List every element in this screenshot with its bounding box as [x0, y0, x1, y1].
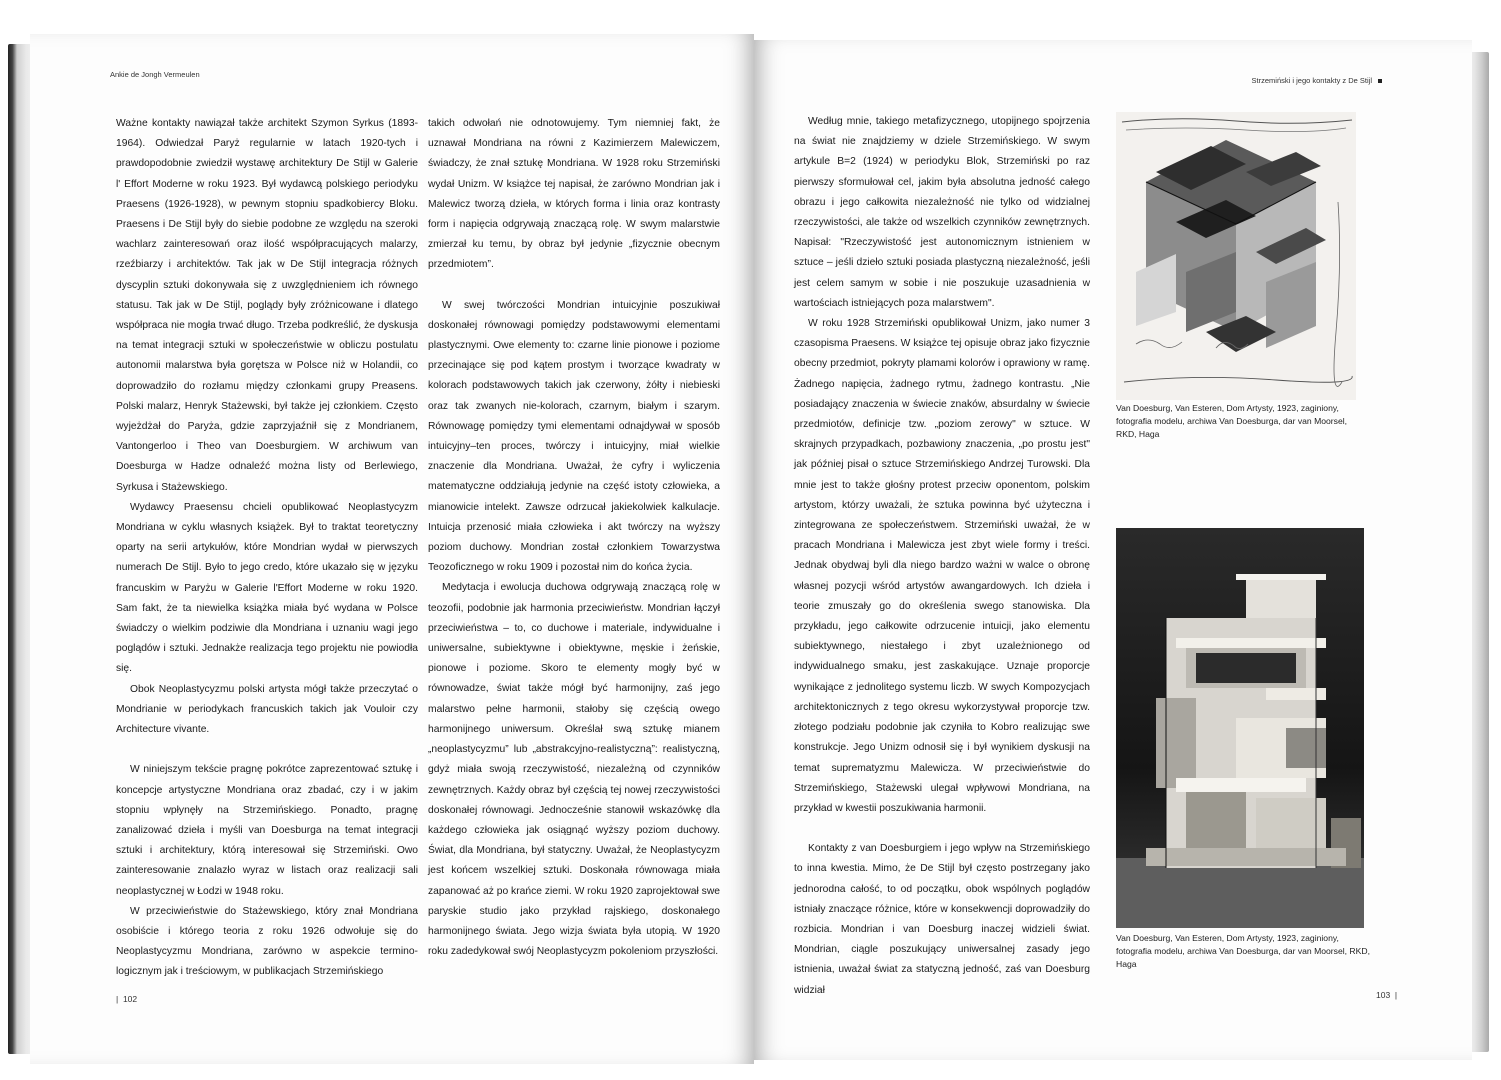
paragraph: Kontakty z van Doesburgiem i jego wpływ na Strzemińskiego to inna kwestia. Mimo, że De Stijl był często postrzegany jako jednorodna całość, to od początku, obok wspólnych poglądów istniały znaczące różnice, które w konsekwencji doprowadziły do rozbicia. Mondrian i van Doesburg inaczej widzieli świat. Mondrian, ciągle poszukujący uniwersalnej zasady jego istnienia, uważał świat za statyczną jedność, zaś van Doesburg widział [794, 843, 1090, 996]
right-column [794, 112, 1090, 1001]
right-page [754, 40, 1472, 1060]
left-column-2 [428, 114, 720, 962]
paragraph: Według mnie, takiego metafizycznego, utopijnego spojrzenia na świat nie znajdziemy w dziele Strzemińskiego. W swym artykule B=2 (1924) w periodyku Blok, Strzemiński po raz pierwszy sformułował cel, jakim była absolutna jedność całego obrazu i jego całkowita niezależność nie tylko od widzialnej rzeczywistości, ale także od wszelkich czynników zewnętrznych. Napisał: "Rzeczywistość jest autonomicznym istnieniem w sztuce – jeśli dzieło sztuki posiada plastyczną niezależność, jeśli jest celem samym w sobie i nie poszukuje uzasadnienia w wartościach istniejących poza malarstwem". [794, 116, 1090, 309]
page-number-right: 103 | [1376, 990, 1398, 1000]
running-head-text: Strzemiński i jego kontakty z De Stijl [1251, 76, 1372, 85]
paragraph: Ważne kontakty nawiązał także architekt Szymon Syrkus (1893-1964). Odwiedzał Paryż regularnie w latach 1920-tych i prawdopodobnie zwiedził wystawę architektury De Stijl w Galerie l' Effort Moderne w roku 1923. Był wydawcą polskiego periodyku Praesens (1926-1928), w pewnym stopniu spadkobiercy Bloku. Praesens i De Stijl były do siebie podobne ze względu na szeroki wachlarz zainteresowań oraz ilość współpracujących malarzy, rzeźbiarzy i architektów. Tak jak w De Stijl integracja różnych dyscyplin sztuki dokonywała się z uwzględnieniem ich równego statusu. Tak jak w De Stijl, poglądy były zróżnicowane i dlatego współpraca nie mogła trwać długo. Trzeba podkreślić, że dyskusja na temat integracji sztuki w społeczeństwie w obliczu postulatu autonomii malarstwa była gorętsza w Polsce niż w Holandii, co doprowadziło do rozłamu między członkami grupy Preasens. Polski malarz, Henryk Stażewski, był także jej członkiem. Często wyjeżdżał do Paryża, gdzie zaprzyjaźnił się z Mondrianem, Vantongerloo i Theo van Doesburgiem. W archiwum van Doesburga w Hadze odnaleźć można listy od Berlewiego, Syrkusa i Stażewskiego. [116, 118, 418, 493]
paragraph-gap [116, 740, 418, 760]
paragraph-gap [794, 819, 1090, 839]
figure-caption-1: Van Doesburg, Van Esteren, Dom Artysty, 1923, zaginiony, fotografia modelu, archiwa Van Doesburga, dar van Moorsel, RKD, Haga [1116, 403, 1348, 439]
figure-caption-2: Van Doesburg, Van Esteren, Dom Artysty, 1923, zaginiony, fotografia modelu, archiwa Van Doesburga, dar van Moorsel, RKD, Haga [1116, 933, 1370, 969]
page-number-value: 103 [1376, 990, 1391, 1000]
model-frontal-photo [1116, 528, 1364, 928]
running-head-left: Ankie de Jongh Vermeulen [110, 70, 200, 79]
page-number-left: | 102 [116, 994, 138, 1004]
paragraph: W niniejszym tekście pragnę pokrótce zaprezentować sztukę i koncepcje artystyczne Mondriana oraz zbadać, czy i w jakim stopniu wpłynęły na Strzemińskiego. Ponadto, pragnę zanalizować dzieła i myśli van Doesburga na temat integracji sztuki i architektury, którą interesował się Strzemiński. Owo zainteresowanie znalazło wyraz w listach oraz realizacji sali neoplastycznej w Łodzi w 1948 roku. [116, 764, 418, 897]
running-head-right [1252, 76, 1382, 85]
paragraph: W swej twórczości Mondrian intuicyjnie poszukiwał doskonałej równowagi pomiędzy podstawowymi elementami plastycznymi. Owe elementy to: czarne linie pionowe i poziome przecinające się pod kątem prostym i tworzące kwadraty w kolorach podstawowych takich jak czerwony, żółty i niebieski oraz tak zwanych nie-kolorach, czarnym, białym i szarym. Równowagę pomiędzy tymi elementami odnajdywał w sposób intuicyjny–ten proces, twórczy i intuicyjny, miał wielkie znaczenie dla Mondriana. Uważał, że cyfry i wyliczenia matematyczne oddziałują jedynie na część istoty człowieka, a mianowicie intelekt. Zawsze odrzucał jakiekolwiek kalkulacje. Intuicja przenosić miała człowieka i akt twórczy na wyższy poziom duchowy. Mondrian został członkiem Towarzystwa Teozoficznego w roku 1909 i pozostał nim do końca życia. [428, 299, 720, 574]
model-aerial-photo [1116, 112, 1356, 400]
paragraph: takich odwołań nie odnotowujemy. Tym niemniej fakt, że uznawał Mondriana na równi z Kazimierzem Malewiczem, świadczy, że znał sztukę Mondriana. W 1928 roku Strzemiński wydał Unizm. W książce tej napisał, że zarówno Mondrian jak i Malewicz tworzą dzieła, w których forma i linia oraz kontrasty form i napięcia odgrywają znaczącą rolę. W swym malarstwie zmierzał ku temu, by obraz był jedynie „fizycznie obecnym przedmiotem”. [428, 118, 720, 271]
paragraph: Wydawcy Praesensu chcieli opublikować Neoplastycyzm Mondriana w cyklu własnych książek. Był to traktat teoretyczny oparty na serii artykułów, które Mondrian wydał w pierwszych numerach De Stijl. Było to jego credo, które ukazało się w języku francuskim w Paryżu w Galerie l'Effort Moderne w roku 1920. Sam fakt, że ta niewielka książka miała być wydana w Polsce świadczy o wielkim podziwie dla Mondriana i uznaniu wagi jego poglądów i sztuki. Jednakże realizacja tego projektu nie powiodła się. [116, 501, 418, 675]
paragraph: Medytacja i ewolucja duchowa odgrywają znaczącą rolę w teozofii, podobnie jak harmonia przeciwieństw. Mondrian łączył przeciwieństwa – to, co duchowe i materiale, indywidualne i uniwersalne, subiektywne i obiektywne, męskie i żeńskie, pionowe i poziome. Skoro te elementy mogły być w równowadze, świat także mógł być harmonijny, zaś jego malarstwo pełne harmonii, stałoby się częścią owego harmonijnego uniwersum. Określał swą sztukę mianem „neoplastycyzmu” lub „abstrakcyjno-realistyczną”: realistyczną, gdyż miała swoją rzeczywistość, niezależną od czynników zewnętrznych. Każdy obraz był częścią tej nowej rzeczywistości doskonałej równowagi. Jednocześnie stanowił wskazówkę dla każdego człowieka jak osiągnąć wyższy poziom duchowy. Świat, dla Mondriana, był statyczny. Uważał, że Neoplastycyzm jest końcem wszelkiej sztuki. Doskonała równowaga miała zapanować aż po krańce ziemi. W roku 1920 zaprojektował swe paryskie studio jako przykład rajskiego, doskonałego harmonijnego świata. Jego wizja świata była utopią. W 1920 roku zadedykował swój Neoplastycyzm pokoleniom przyszłości. [428, 582, 720, 958]
figure-model-aerial [1116, 112, 1356, 400]
paragraph: Obok Neoplastycyzmu polski artysta mógł także przeczytać o Mondrianie w periodykach francuskich takich jak Vouloir czy Architecture vivante. [116, 683, 418, 736]
paragraph: W przeciwieństwie do Stażewskiego, który znał Mondriana osobiście i którego teoria z roku 1926 odwołuje się do Neoplastycyzmu Mondriana, zarówno w aspekcie termino-logicznym jak i treściowym, w publikacjach Strzemińskiego [116, 905, 418, 978]
paragraph-gap [428, 276, 720, 296]
page-number-value: 102 [122, 994, 138, 1004]
paragraph: W roku 1928 Strzemiński opublikował Unizm, jako numer 3 czasopisma Praesens. W książce tej opisuje obraz jako fizycznie obecny przedmiot, pokryty plamami kolorów i oprawiony w ramę. Żadnego napięcia, żadnego rytmu, żadnego kontrastu. „Nie posiadający znaczenia w świecie znaków, absurdalny w świecie przedmiotów, definicje tzw. „poziom zerowy" w sztuce. W skrajnych przypadkach, pozbawiony znaczenia, „po prostu jest" jak później pisał o sztuce Strzemińskiego Andrzej Turowski. Dla mnie jest to także głośny protest przeciw oponentom, polskim artystom, którzy uważali, że sztuka powinna być użyteczna i zintegrowana ze społeczeństwem. Strzemiński uważał, że w pracach Mondriana i Malewicza jest zbyt wiele formy i treści. Jednak obydwaj byli dla niego bardzo ważni w walce o obronę własnej pozycji wśród artystów awangardowych. Ich dzieła i teorie zmuszały go do określenia swego stanowiska. Dla przykładu, jego całkowite odrzucenie intuicji, jako elementu subiektywnego, niestałego i zbyt uzależnionego od indywidualnego smaku, jest zaskakujące. Uznaje proporcje wynikające z jednolitego systemu liczb. W swych Kompozycjach architektonicznych z tego okresu wykorzystywał proporcje tzw. złotego podziału podobnie jak czyniła to Kobro realizując swe konstrukcje. Jego Unizm odnosił się i był wynikiem dyskusji na temat suprematyzmu Malewicza. W przeciwieństwie do Strzemińskiego, Stażewski ulegał wpływowi Mondriana, na przykład w kwestii poszukiwania harmonii. [794, 318, 1090, 814]
left-page [30, 34, 754, 1064]
figure-model-frontal [1116, 528, 1364, 928]
square-bullet-icon [1378, 79, 1382, 83]
left-column-1 [116, 114, 418, 983]
